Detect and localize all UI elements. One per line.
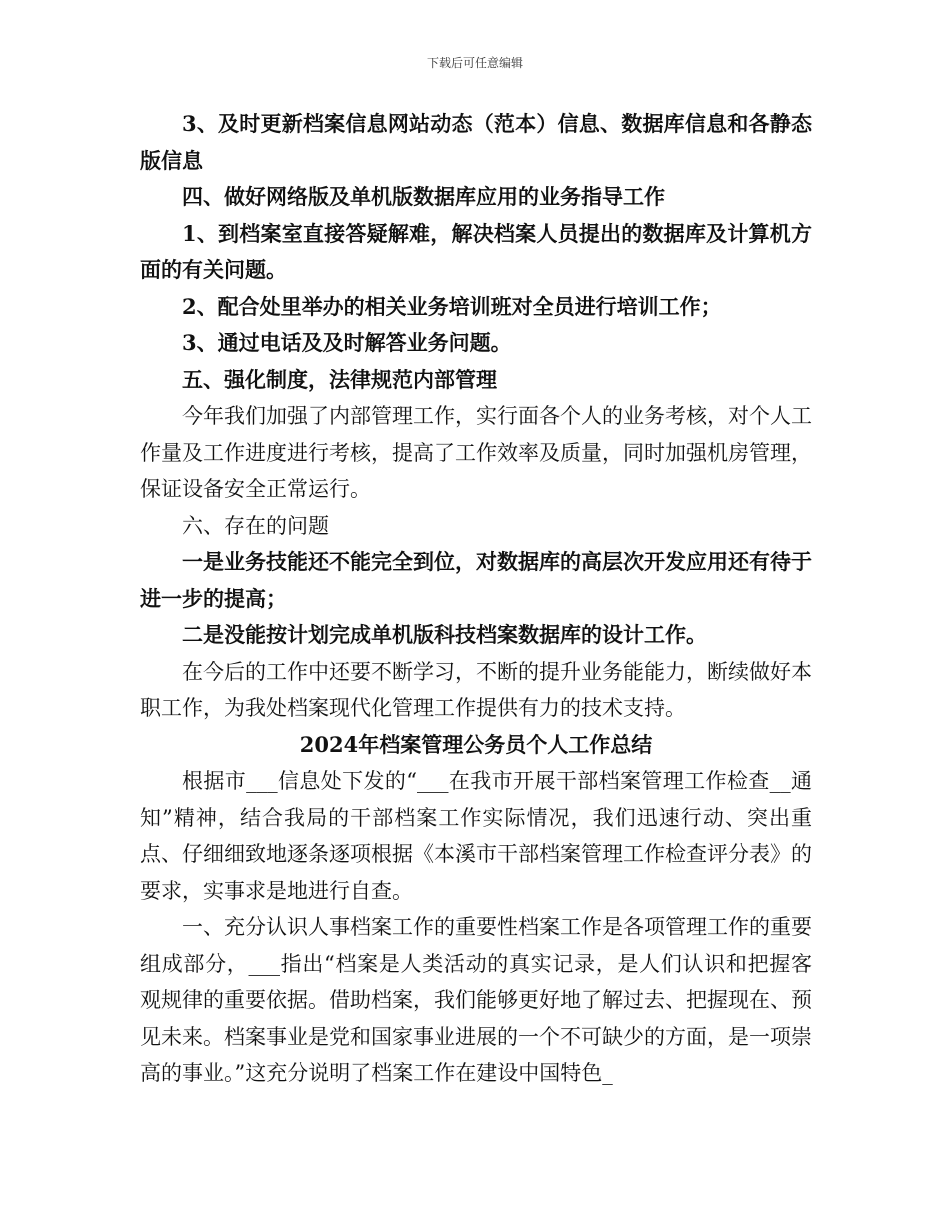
paragraph-future-work: 在今后的工作中还要不断学习，不断的提升业务能能力，断续做好本职工作，为我处档案现代化管理工作提供有力的技术支持。 [140, 659, 812, 720]
paragraph-item-3-phone-support: 3、通过电话及及时解答业务问题。 [182, 330, 512, 355]
paragraph-internal-management: 今年我们加强了内部管理工作，实行面各个人的业务考核，对个人工作量及工作进度进行考核，提高了工作效率及质量，同时加强机房管理，保证设备安全正常运行。 [140, 404, 812, 501]
paragraph-item-2-training: 2、配合处里举办的相关业务培训班对全员进行培训工作； [182, 293, 722, 319]
document-title: 2024年档案管理公务员个人工作总结 [299, 731, 653, 757]
page-header: 下载后可任意编辑 [426, 56, 523, 70]
paragraph-problem-1: 一是业务技能还不能完全到位，对数据库的高层次开发应用还有待于进一步的提高； [140, 549, 812, 611]
paragraph-item-1-answer-questions: 1、到档案室直接答疑解难，解决档案人员提出的数据库及计算机方面的有关问题。 [140, 220, 812, 282]
paragraph-section-1: 一、充分认识人事档案工作的重要性档案工作是各项管理工作的重要组成部分，___指出“档案是人类活动的真实记录，是人们认识和把握客观规律的重要依据。借助档案，我们能够更好地了解过去、把握现在、预见未来。档案事业是党和国家事业进展的一个不可缺少的方面，是一项崇高的事业。”这充分说明了档案工作在建设中国特色_ [140, 915, 812, 1085]
paragraph-problem-2: 二是没能按计划完成单机版科技档案数据库的设计工作。 [182, 622, 707, 647]
paragraph-item-3-update-website: 3、及时更新档案信息网站动态（范本）信息、数据库信息和各静态版信息 [140, 111, 812, 173]
section-heading-5: 五、强化制度，法律规范内部管理 [182, 366, 497, 392]
paragraph-intro: 根据市___信息处下发的“___在我市开展干部档案管理工作检查__通知”精神，结合我局的干部档案工作实际情况，我们迅速行动、突出重点、仔细细致地逐条逐项根据《本溪市干部档案管理工作检查评分表》的要求，实事求是地进行自查。 [140, 769, 812, 903]
document-body [140, 106, 812, 1092]
section-heading-4: 四、做好网络版及单机版数据库应用的业务指导工作 [182, 184, 665, 209]
section-heading-6: 六、存在的问题 [182, 513, 329, 538]
